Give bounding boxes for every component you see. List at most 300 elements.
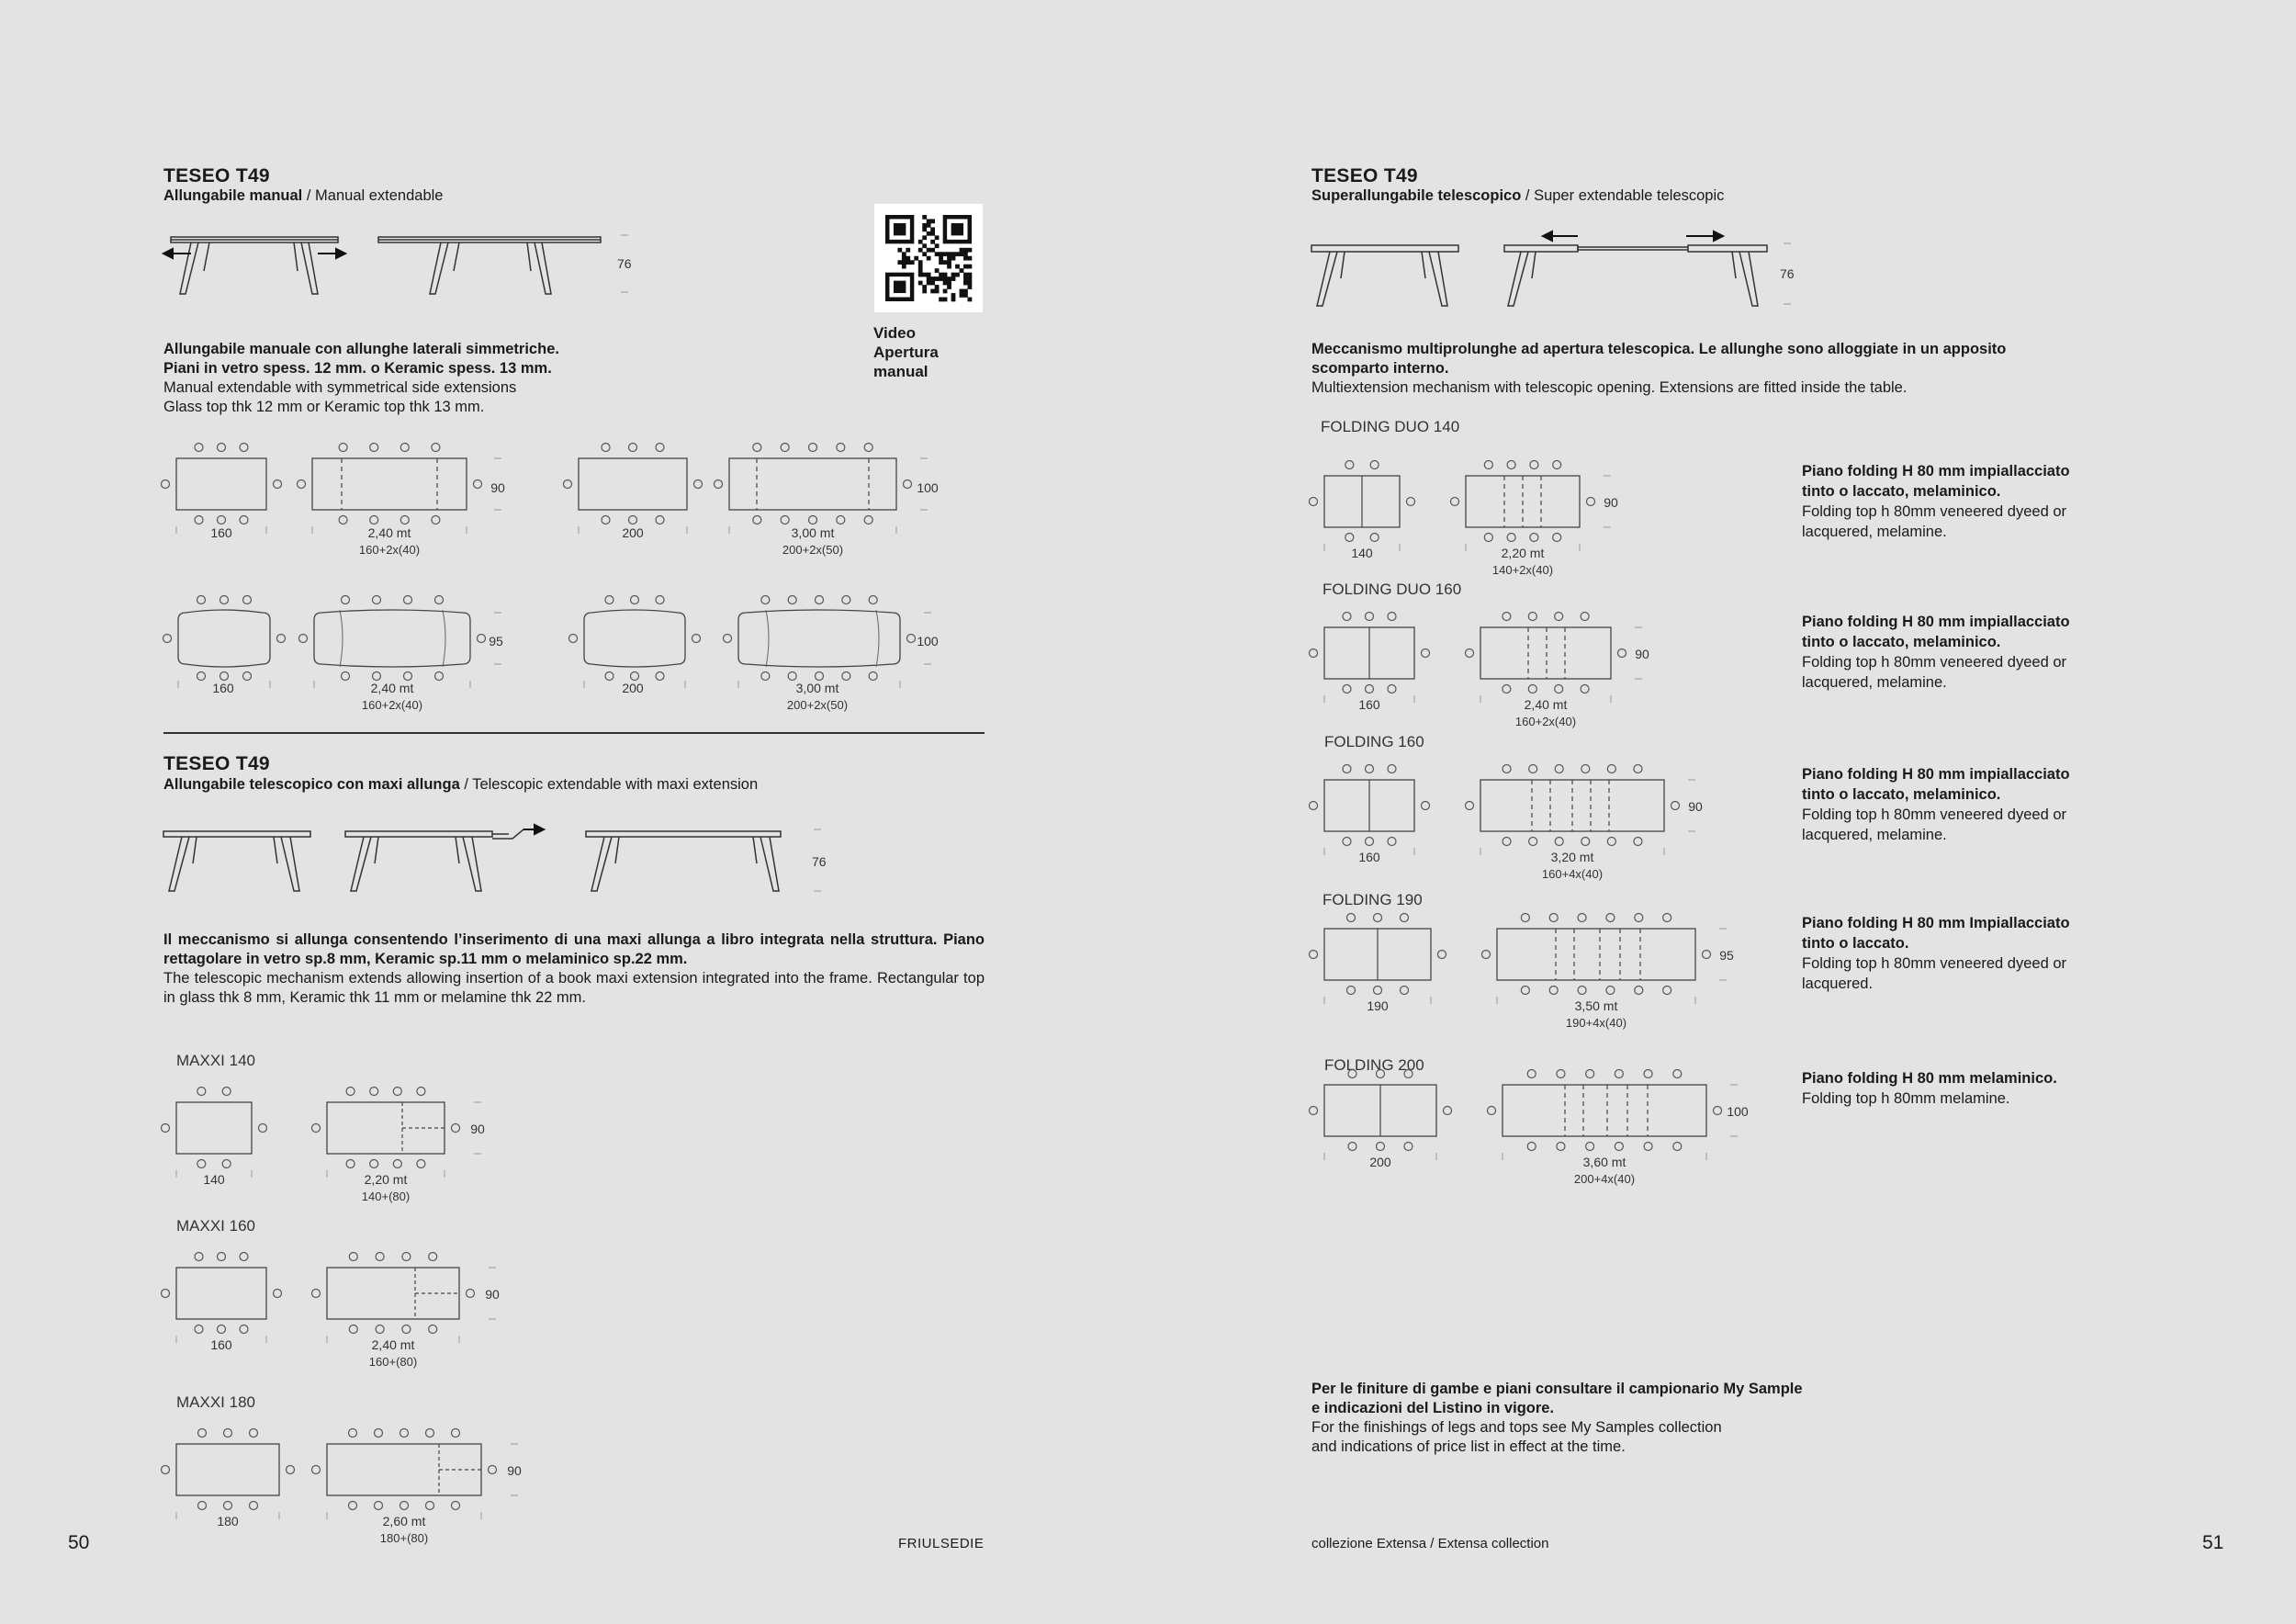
qr-finder <box>894 281 906 293</box>
chair-symbol <box>1310 1107 1318 1115</box>
right-title: TESEO T49 <box>1311 165 1418 186</box>
depth-label: 90 <box>470 1122 485 1136</box>
chair-symbol <box>1366 838 1374 846</box>
qr-module <box>968 281 973 286</box>
chair-symbol <box>393 1088 401 1096</box>
chair-symbol <box>400 1502 409 1510</box>
chair-symbol <box>259 1124 267 1133</box>
qr-module <box>968 248 973 253</box>
qr-module <box>927 219 931 223</box>
open-length-label: 2,60 mt <box>382 1514 426 1528</box>
chair-symbol <box>1343 765 1351 773</box>
open-length-label: 2,40 mt <box>367 525 411 540</box>
qr-module <box>943 281 948 286</box>
closed-length-label: 160 <box>1358 697 1380 712</box>
chair-symbol <box>1714 1107 1722 1115</box>
extension-formula-label: 190+4x(40) <box>1565 1016 1627 1030</box>
right-desc-it-1: Meccanismo multiprolunghe ad apertura telescopica. Le allunghe sono alloggiate in un apposito <box>1311 341 2007 357</box>
chair-symbol <box>312 1466 321 1474</box>
right-elevation-drawing <box>1311 225 1807 317</box>
table-plan <box>176 1268 266 1319</box>
extension-formula-label: 160+4x(40) <box>1541 867 1604 881</box>
chair-symbol <box>1345 461 1354 469</box>
open-length-label: 3,00 mt <box>795 681 839 695</box>
qr-module <box>963 293 968 298</box>
qr-module <box>902 265 906 269</box>
chair-symbol <box>1310 802 1318 810</box>
closed-length-label: 160 <box>212 681 234 695</box>
chair-symbol <box>1549 987 1558 995</box>
qr-module <box>922 235 927 240</box>
qr-module <box>968 273 973 277</box>
chair-symbol <box>1606 914 1615 922</box>
table-plan <box>176 458 266 510</box>
qr-module <box>943 298 948 302</box>
chair-symbol <box>904 480 912 489</box>
chair-symbol <box>842 596 850 604</box>
finishing-en-1: For the finishings of legs and tops see My Samples collection <box>1311 1419 1722 1436</box>
chair-symbol <box>435 672 444 681</box>
chair-symbol <box>240 1253 248 1261</box>
chair-symbol <box>1586 1070 1594 1078</box>
chair-symbol <box>1347 914 1356 922</box>
open-length-label: 2,40 mt <box>1524 697 1568 712</box>
chair-symbol <box>1388 838 1396 846</box>
extension-formula-label: 160+2x(40) <box>361 698 423 712</box>
qr-module <box>951 276 956 281</box>
qr-module <box>963 265 968 269</box>
section1-elevation-drawing <box>163 220 641 303</box>
chair-symbol <box>195 1253 203 1261</box>
qr-module <box>951 298 956 302</box>
chair-symbol <box>753 516 761 524</box>
chair-symbol <box>842 672 850 681</box>
chair-symbol <box>1422 802 1430 810</box>
depth-label: 100 <box>917 480 939 495</box>
qr-module <box>939 252 943 256</box>
chair-symbol <box>1530 461 1538 469</box>
chair-symbol <box>1366 685 1374 694</box>
chair-symbol <box>375 1429 383 1438</box>
chair-symbol <box>1615 1143 1623 1151</box>
chair-symbol <box>1615 1070 1623 1078</box>
chair-symbol <box>404 672 412 681</box>
qr-module <box>927 281 931 286</box>
chair-symbol <box>346 1088 355 1096</box>
chair-symbol <box>197 1088 206 1096</box>
chair-symbol <box>1521 987 1529 995</box>
chair-symbol <box>222 1088 231 1096</box>
maxxi-plan-drawings <box>156 1038 542 1548</box>
chair-symbol <box>218 516 226 524</box>
qr-module <box>960 248 964 253</box>
chair-symbol <box>162 1466 170 1474</box>
chair-symbol <box>370 444 378 452</box>
qr-module <box>955 273 960 277</box>
chair-symbol <box>1529 765 1537 773</box>
section2-elevation-drawing <box>163 822 843 914</box>
open-length-label: 3,20 mt <box>1550 850 1594 864</box>
chair-symbol <box>1663 987 1671 995</box>
chair-symbol <box>1366 765 1374 773</box>
qr-module <box>951 252 956 256</box>
chair-symbol <box>1466 649 1474 658</box>
chair-symbol <box>1635 987 1643 995</box>
chair-symbol <box>195 516 203 524</box>
qr-module <box>927 248 931 253</box>
qr-module <box>955 252 960 256</box>
chair-symbol <box>837 516 845 524</box>
chair-symbol <box>373 672 381 681</box>
qr-module <box>930 281 935 286</box>
section2-subtitle-en: Telescopic extendable with maxi extension <box>472 776 759 793</box>
chair-symbol <box>1347 987 1356 995</box>
qr-module <box>947 281 951 286</box>
chair-symbol <box>1663 914 1671 922</box>
qr-module <box>939 298 943 302</box>
qr-module <box>968 276 973 281</box>
qr-module <box>955 265 960 269</box>
right-subtitle-en: Super extendable telescopic <box>1534 187 1725 204</box>
chair-symbol <box>1343 613 1351 621</box>
qr-module <box>918 268 923 273</box>
qr-module <box>960 252 964 256</box>
qr-module <box>922 252 927 256</box>
chair-symbol <box>1530 534 1538 542</box>
section2-subtitle <box>163 776 758 794</box>
chair-symbol <box>435 596 444 604</box>
chair-symbol <box>1348 1143 1356 1151</box>
chair-symbol <box>1606 987 1615 995</box>
qr-module <box>922 289 927 294</box>
qr-module <box>951 256 956 261</box>
chair-symbol <box>781 444 789 452</box>
qr-module <box>906 248 910 253</box>
chair-symbol <box>1484 461 1492 469</box>
chair-symbol <box>1618 649 1626 658</box>
folding-note-2 <box>1802 612 2070 693</box>
chair-symbol <box>432 516 440 524</box>
finishing-it-1: Per le finiture di gambe e piani consultare il campionario My Sample <box>1311 1381 1803 1397</box>
chair-symbol <box>349 1429 357 1438</box>
qr-module <box>943 260 948 265</box>
chair-symbol <box>1578 914 1586 922</box>
folding-note-2-en-2: lacquered, melamine. <box>1802 674 1947 691</box>
qr-module <box>963 248 968 253</box>
extension-line <box>766 610 769 667</box>
qr-module <box>951 293 956 298</box>
chair-symbol <box>1673 1070 1682 1078</box>
chair-symbol <box>220 596 229 604</box>
chair-symbol <box>781 516 789 524</box>
qr-module <box>930 276 935 281</box>
folding-note-3-en-2: lacquered, melamine. <box>1802 827 1947 843</box>
depth-label: 90 <box>507 1463 522 1478</box>
chair-symbol <box>342 596 350 604</box>
chair-symbol <box>1634 838 1642 846</box>
depth-label: 90 <box>1688 799 1703 814</box>
chair-symbol <box>312 1124 321 1133</box>
footer-collection-sep: / <box>1426 1536 1438 1551</box>
chair-symbol <box>605 672 613 681</box>
closed-length-label: 200 <box>622 525 644 540</box>
chair-symbol <box>1581 838 1590 846</box>
chair-symbol <box>1555 685 1563 694</box>
chair-symbol <box>1503 613 1511 621</box>
chair-symbol <box>1644 1070 1652 1078</box>
chair-symbol <box>1555 613 1563 621</box>
qr-module <box>963 281 968 286</box>
chair-symbol <box>162 1290 170 1298</box>
qr-module <box>930 240 935 244</box>
chair-symbol <box>224 1502 232 1510</box>
chair-symbol <box>656 672 664 681</box>
chair-symbol <box>1555 765 1563 773</box>
chair-symbol <box>489 1466 497 1474</box>
section1-height: 76 <box>617 256 632 271</box>
qr-module <box>960 289 964 294</box>
chair-symbol <box>478 635 486 643</box>
chair-symbol <box>1529 838 1537 846</box>
chair-symbol <box>1451 498 1459 506</box>
chair-symbol <box>376 1253 384 1261</box>
chair-symbol <box>1503 685 1511 694</box>
right-description <box>1311 340 2138 398</box>
section2-desc-it: Il meccanismo si allunga consentendo l’inserimento di una maxi allunga a libro integrata nella struttura. Piano rettagolare in vetro sp.8 mm, Keramic sp.11 mm o melaminico sp.22 mm. <box>163 931 985 967</box>
section1-subtitle-it: Allungabile manual <box>163 187 303 204</box>
chair-symbol <box>1644 1143 1652 1151</box>
qr-caption-line3: manual <box>873 363 929 380</box>
chair-symbol <box>761 596 770 604</box>
closed-length-label: 190 <box>1367 998 1389 1013</box>
qr-module <box>922 243 927 248</box>
chair-symbol <box>339 516 347 524</box>
qr-module <box>930 231 935 236</box>
closed-length-label: 180 <box>217 1514 239 1528</box>
finishing-note <box>1311 1380 1803 1457</box>
folding-note-5-en-1: Folding top h 80mm melamine. <box>1802 1090 2010 1107</box>
depth-label: 100 <box>1727 1104 1749 1119</box>
section2-title: TESEO T49 <box>163 753 270 774</box>
qr-module <box>968 265 973 269</box>
folding-note-2-en-1: Folding top h 80mm veneered dyeed or <box>1802 654 2067 671</box>
qr-module <box>947 260 951 265</box>
chair-symbol <box>1671 802 1680 810</box>
qr-module <box>963 273 968 277</box>
chair-symbol <box>339 444 347 452</box>
closed-length-label: 140 <box>1351 546 1373 560</box>
chair-symbol <box>629 444 637 452</box>
maxxi-label: MAXXI 180 <box>176 1393 255 1411</box>
table-plan <box>1497 929 1695 980</box>
chair-symbol <box>1388 685 1396 694</box>
folding-note-5-it-1: Piano folding H 80 mm melaminico. <box>1802 1070 2057 1087</box>
chair-symbol <box>1528 685 1536 694</box>
qr-module <box>947 265 951 269</box>
chair-symbol <box>1634 765 1642 773</box>
qr-module <box>935 252 940 256</box>
section1-desc-en-2: Glass top thk 12 mm or Keramic top thk 13 mm. <box>163 399 485 415</box>
chair-symbol <box>452 1124 460 1133</box>
open-length-label: 2,20 mt <box>1501 546 1545 560</box>
qr-module <box>939 273 943 277</box>
chair-symbol <box>1370 461 1379 469</box>
chair-symbol <box>1635 914 1643 922</box>
chair-symbol <box>197 672 206 681</box>
qr-module <box>935 289 940 294</box>
chair-symbol <box>1310 951 1318 959</box>
maxxi-label: MAXXI 160 <box>176 1217 255 1235</box>
chair-symbol <box>602 516 610 524</box>
chair-symbol <box>198 1502 207 1510</box>
depth-label: 90 <box>1635 647 1649 661</box>
qr-module <box>935 268 940 273</box>
folding-note-1-it-1: Piano folding H 80 mm impiallacciato <box>1802 463 2070 479</box>
chair-symbol <box>342 672 350 681</box>
chair-symbol <box>426 1502 434 1510</box>
folding-note-1 <box>1802 461 2070 542</box>
chair-symbol <box>761 672 770 681</box>
extension-formula-label: 180+(80) <box>379 1531 429 1545</box>
chair-symbol <box>452 1429 460 1438</box>
table-plan <box>579 458 687 510</box>
folding-note-2-it-2: tinto o laccato, melaminico. <box>1802 634 2001 650</box>
footer-brand: FRIULSEDIE <box>898 1536 985 1551</box>
chair-symbol <box>907 635 916 643</box>
chair-symbol <box>467 1290 475 1298</box>
section1-subtitle-en: Manual extendable <box>315 187 444 204</box>
folding-note-4 <box>1802 913 2070 994</box>
section2-subtitle-it: Allungabile telescopico con maxi allunga <box>163 776 460 793</box>
open-length-label: 3,50 mt <box>1574 998 1618 1013</box>
chair-symbol <box>1607 765 1615 773</box>
qr-caption <box>873 323 939 381</box>
chair-symbol <box>346 1160 355 1168</box>
qr-module <box>947 256 951 261</box>
folding-note-4-en-2: lacquered. <box>1802 976 1874 992</box>
right-subtitle <box>1311 187 1724 205</box>
chair-symbol <box>1581 685 1589 694</box>
chair-symbol <box>1488 1107 1496 1115</box>
chair-symbol <box>869 672 877 681</box>
qr-module <box>935 285 940 289</box>
depth-label: 95 <box>489 634 503 648</box>
qr-module <box>968 298 973 302</box>
chair-symbol <box>631 596 639 604</box>
section2-desc-en: The telescopic mechanism extends allowing insertion of a book maxi extension integrated into the frame. Rectangular top in glass thk 8 mm, Keramic thk 11 mm or melamine thk 22 mm. <box>163 970 985 1006</box>
chair-symbol <box>277 635 286 643</box>
maxxi-label: MAXXI 140 <box>176 1052 255 1069</box>
oval-table-plan <box>584 610 685 667</box>
extension-formula-label: 200+2x(50) <box>786 698 849 712</box>
depth-label: 90 <box>1604 495 1618 510</box>
qr-module <box>960 293 964 298</box>
qr-finder <box>894 223 906 235</box>
chair-symbol <box>222 1160 231 1168</box>
chair-symbol <box>400 516 409 524</box>
chair-symbol <box>1374 914 1382 922</box>
folding-note-1-it-2: tinto o laccato, melaminico. <box>1802 483 2001 500</box>
qr-module <box>963 289 968 294</box>
table-plan <box>327 1268 459 1319</box>
qr-module <box>918 265 923 269</box>
chair-symbol <box>243 596 252 604</box>
footer-collection <box>1311 1536 1549 1551</box>
chair-symbol <box>1507 534 1515 542</box>
right-height: 76 <box>1780 266 1795 281</box>
chair-symbol <box>349 1325 357 1334</box>
chair-symbol <box>195 444 203 452</box>
section2-description <box>163 930 985 1008</box>
qr-module <box>968 256 973 261</box>
chair-symbol <box>370 1088 378 1096</box>
folding-note-1-en-1: Folding top h 80mm veneered dyeed or <box>1802 503 2067 520</box>
chair-symbol <box>1310 649 1318 658</box>
closed-length-label: 200 <box>1369 1155 1391 1169</box>
folding-label: FOLDING 190 <box>1322 891 1423 908</box>
chair-symbol <box>816 672 824 681</box>
oval-table-plan <box>314 610 470 667</box>
chair-symbol <box>432 444 440 452</box>
chair-symbol <box>1581 613 1589 621</box>
chair-symbol <box>605 596 613 604</box>
qr-module <box>935 276 940 281</box>
qr-module <box>939 256 943 261</box>
chair-symbol <box>220 672 229 681</box>
qr-code[interactable] <box>874 204 983 312</box>
qr-module <box>922 273 927 277</box>
depth-label: 90 <box>485 1287 500 1302</box>
chair-symbol <box>1581 765 1590 773</box>
open-length-label: 3,60 mt <box>1582 1155 1626 1169</box>
chair-symbol <box>692 635 701 643</box>
chair-symbol <box>162 1124 170 1133</box>
depth-label: 95 <box>1719 948 1734 963</box>
chair-symbol <box>1555 838 1563 846</box>
chair-symbol <box>370 516 378 524</box>
chair-symbol <box>1343 838 1351 846</box>
section1-plan-drawings <box>156 436 992 730</box>
chair-symbol <box>195 1325 203 1334</box>
chair-symbol <box>218 1253 226 1261</box>
chair-symbol <box>197 1160 206 1168</box>
folding-note-2-it-1: Piano folding H 80 mm impiallacciato <box>1802 614 2070 630</box>
chair-symbol <box>474 480 482 489</box>
qr-module <box>918 240 923 244</box>
chair-symbol <box>1401 987 1409 995</box>
qr-module <box>930 248 935 253</box>
qr-module <box>947 285 951 289</box>
chair-symbol <box>198 1429 207 1438</box>
folding-note-4-en-1: Folding top h 80mm veneered dyeed or <box>1802 955 2067 972</box>
chair-symbol <box>1377 1143 1385 1151</box>
chair-symbol <box>1557 1070 1565 1078</box>
qr-module <box>927 256 931 261</box>
chair-symbol <box>1404 1143 1412 1151</box>
extension-formula-label: 140+2x(40) <box>1491 563 1554 577</box>
table-plan <box>312 458 467 510</box>
qr-module <box>927 231 931 236</box>
folding-note-4-it-1: Piano folding H 80 mm Impiallacciato <box>1802 915 2070 931</box>
chair-symbol <box>1484 534 1492 542</box>
table-plan <box>176 1444 279 1495</box>
chair-symbol <box>393 1160 401 1168</box>
qr-module <box>927 276 931 281</box>
right-page-number: 51 <box>2202 1532 2224 1553</box>
chair-symbol <box>809 444 817 452</box>
depth-label: 90 <box>490 480 505 495</box>
folding-note-3-it-2: tinto o laccato, melaminico. <box>1802 786 2001 803</box>
